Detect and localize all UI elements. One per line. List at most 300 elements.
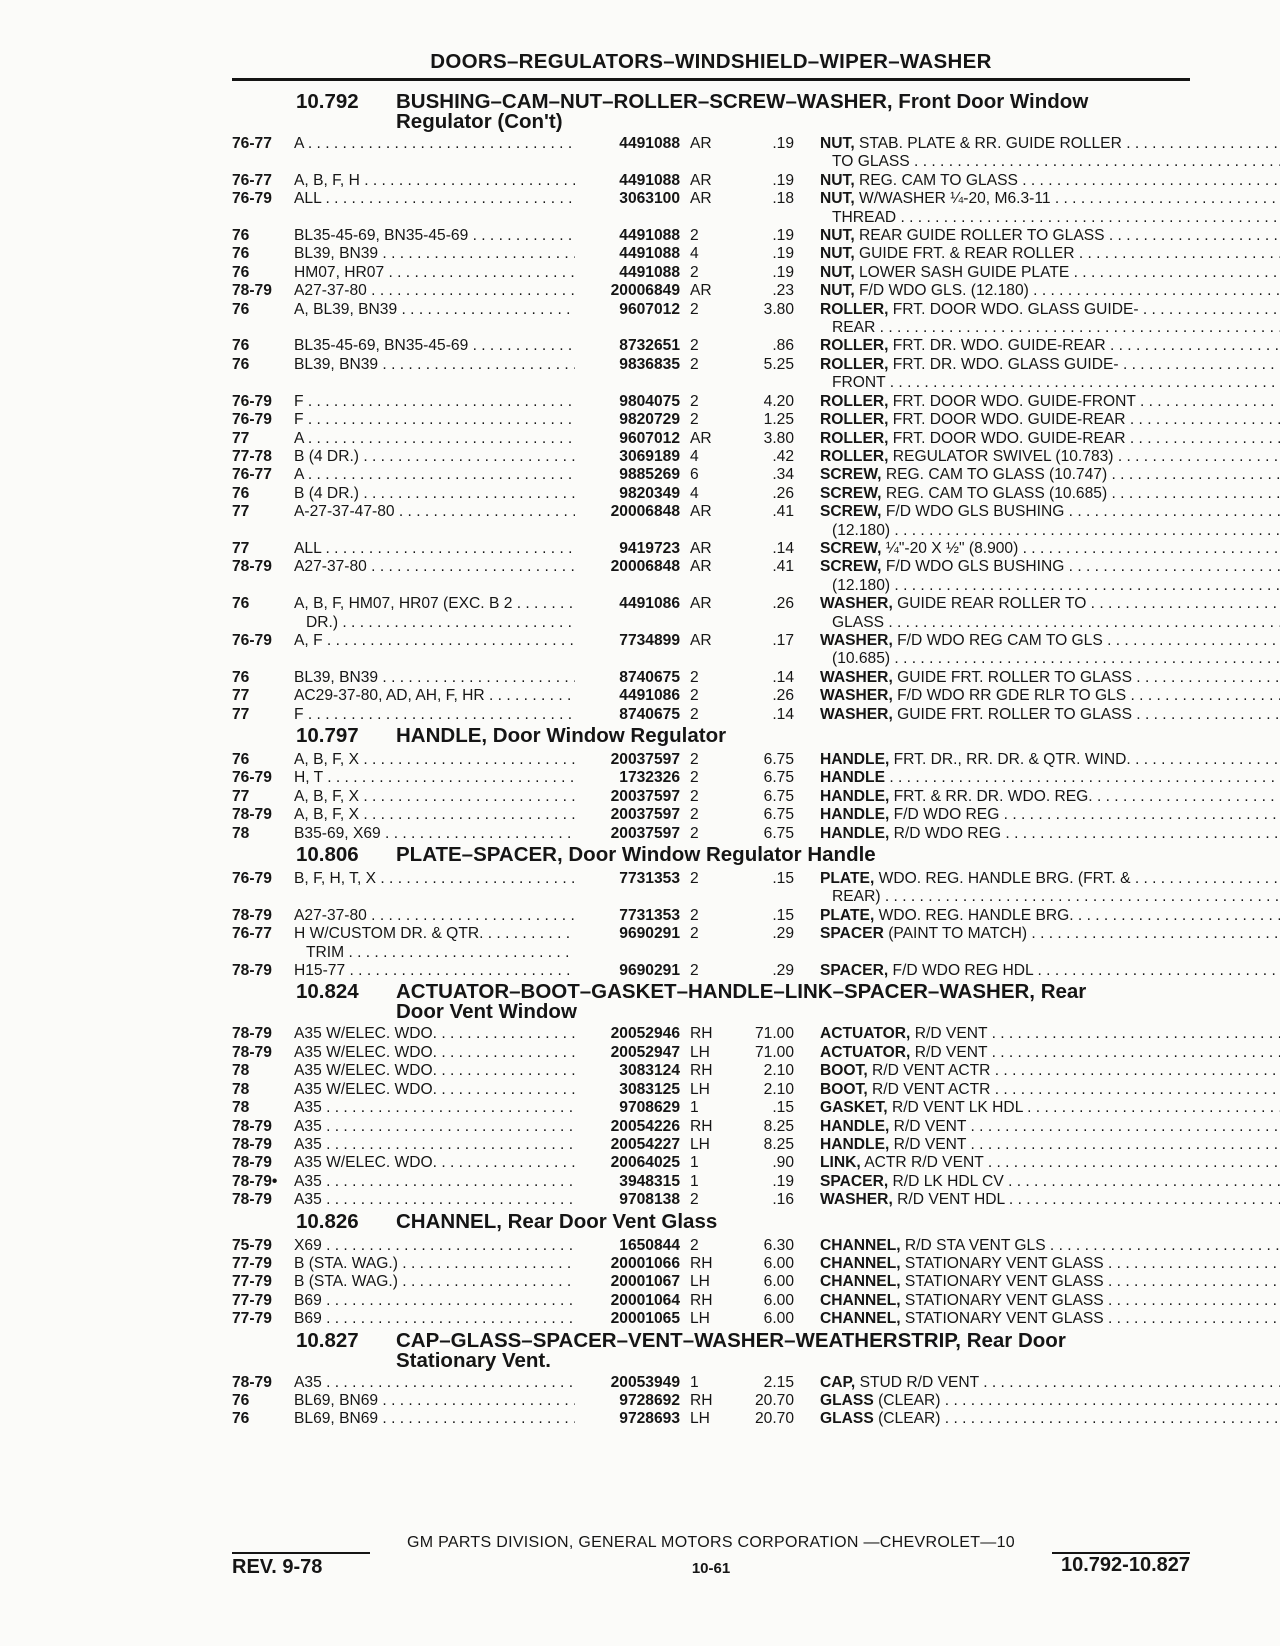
part-row <box>232 430 1190 448</box>
application-line: A, B, F, X . . . <box>294 788 575 806</box>
part-number: 20037597 <box>610 751 680 768</box>
part-row <box>232 1081 1190 1099</box>
quantity: 6 <box>690 466 699 484</box>
description-line <box>820 788 1280 806</box>
model-year: 77-79 <box>232 1273 272 1291</box>
description-line <box>820 751 1280 769</box>
description-line <box>820 687 1280 705</box>
price: .18 <box>772 190 794 208</box>
page-number: 10-61 <box>691 1560 731 1577</box>
part-row <box>232 1191 1190 1209</box>
section-title-line: Door Vent Window <box>396 1000 577 1024</box>
part-number: 4491086 <box>619 687 680 705</box>
part-number: 7734899 <box>619 631 680 649</box>
description-keyword: NUT, <box>820 245 855 263</box>
application <box>294 1292 575 1310</box>
description-keyword: BOOT, <box>820 1062 868 1080</box>
part-row <box>232 706 1190 724</box>
description-line <box>820 769 1280 787</box>
section-title-line: Stationary Vent. <box>396 1348 551 1372</box>
part-number: 20006848 <box>610 503 680 521</box>
description-text: REAR GUIDE ROLLER TO GLASS <box>859 227 1105 245</box>
description-line <box>820 1173 1280 1191</box>
application <box>294 1118 575 1136</box>
quantity: LH <box>690 1310 710 1328</box>
application-line: A27-37-80 . . . <box>294 907 575 925</box>
description-line <box>820 1044 1280 1062</box>
part-number: 20052946 <box>610 1025 680 1043</box>
part-number: 3083125 <box>619 1080 680 1098</box>
description-line <box>820 1374 1280 1392</box>
section-title-line: PLATE–SPACER, Door Window Regulator Handle <box>396 843 876 867</box>
application <box>294 264 575 282</box>
application-line: B (STA. WAG.) . . . <box>294 1255 575 1273</box>
description-text: GUIDE FRT. ROLLER TO GLASS <box>897 705 1132 723</box>
quantity: 2 <box>690 687 699 705</box>
price: 1.25 <box>763 411 794 429</box>
application-line: A35 W/ELEC. WDO. . . . <box>294 1081 575 1099</box>
application <box>294 1191 575 1209</box>
description <box>820 503 1280 540</box>
price: 71.00 <box>754 1043 794 1061</box>
price: 6.75 <box>763 787 794 805</box>
description-text: STAB. PLATE & RR. GUIDE ROLLER <box>859 135 1122 152</box>
quantity: RH <box>690 1291 713 1309</box>
application-line: F . . . <box>294 393 575 411</box>
part-number: 4491088 <box>619 263 680 281</box>
description-text: R/D VENT <box>914 1025 988 1043</box>
model-year: 76 <box>232 1410 250 1428</box>
part-row <box>232 595 1190 632</box>
description-keyword: HANDLE, <box>820 1135 890 1153</box>
part-number: 9708629 <box>619 1099 680 1117</box>
description-line <box>820 1410 1280 1428</box>
quantity: AR <box>690 631 712 649</box>
section-header <box>232 1330 1190 1370</box>
description-keyword: HANDLE <box>820 769 885 787</box>
description-keyword: WASHER, <box>820 668 893 686</box>
description-keyword: HANDLE, <box>820 751 890 768</box>
application <box>294 825 575 843</box>
model-year: 77 <box>232 429 250 447</box>
model-year: 77 <box>232 503 250 521</box>
part-number: 9728692 <box>619 1391 680 1409</box>
part-row <box>232 751 1190 769</box>
application <box>294 1025 575 1043</box>
section-title-line: Regulator (Con't) <box>396 110 563 133</box>
description-line <box>820 962 1280 980</box>
part-number: 9804075 <box>619 392 680 410</box>
part-number: 7731353 <box>619 870 680 888</box>
part-row <box>232 1292 1190 1310</box>
description-keyword: CHANNEL, <box>820 1273 901 1291</box>
part-number: 20054226 <box>610 1117 680 1135</box>
quantity: RH <box>690 1254 713 1272</box>
application <box>294 448 575 466</box>
part-row <box>232 1062 1190 1080</box>
description-line <box>820 1118 1280 1136</box>
description-keyword: NUT, <box>820 190 855 208</box>
section-header <box>232 1211 1190 1233</box>
application-line: B69 . . . <box>294 1310 575 1328</box>
price: 6.75 <box>763 751 794 768</box>
price: 5.25 <box>763 355 794 373</box>
application-line: A, B, F, X . . . <box>294 806 575 824</box>
application <box>294 687 575 705</box>
description-line <box>820 1099 1280 1117</box>
part-number: 4491086 <box>619 595 680 613</box>
description-line <box>820 1191 1280 1209</box>
part-number: 20064025 <box>610 1154 680 1172</box>
description <box>820 1118 1280 1136</box>
model-year: 76-79 <box>232 870 272 888</box>
description <box>820 172 1280 190</box>
model-year: 76-79 <box>232 631 272 649</box>
part-row <box>232 1025 1190 1043</box>
application <box>294 337 575 355</box>
section-title-line: ACTUATOR–BOOT–GASKET–HANDLE–LINK–SPACER–WASHER, Rear <box>396 980 1087 1004</box>
application-line: B (STA. WAG.) . . . <box>294 1273 575 1291</box>
description-keyword: WASHER, <box>820 687 893 705</box>
part-row <box>232 806 1190 824</box>
description-keyword: PLATE, <box>820 870 875 888</box>
application-line: F . . . <box>294 706 575 724</box>
price: 6.75 <box>763 769 794 787</box>
part-row <box>232 788 1190 806</box>
application <box>294 301 575 319</box>
description-text: (CLEAR) <box>878 1410 941 1428</box>
price: .19 <box>772 227 794 245</box>
model-year: 78-79 <box>232 282 272 300</box>
part-number: 20006848 <box>610 558 680 576</box>
description-keyword: ROLLER, <box>820 337 889 355</box>
quantity: LH <box>690 1273 710 1291</box>
application-line: A, F . . . <box>294 632 575 650</box>
quantity: 4 <box>690 484 699 502</box>
part-number: 20037597 <box>610 806 680 824</box>
description <box>820 190 1280 227</box>
quantity: AR <box>690 282 712 300</box>
description <box>820 1062 1280 1080</box>
application-line: HM07, HR07 . . . <box>294 264 575 282</box>
quantity: RH <box>690 1062 713 1080</box>
price: .26 <box>772 687 794 705</box>
footer-publisher: GM PARTS DIVISION, GENERAL MOTORS CORPORATION —CHEVROLET—10 <box>406 1534 1016 1551</box>
description-keyword: CAP, <box>820 1373 856 1391</box>
description-keyword: SPACER, <box>820 1172 889 1190</box>
description-keyword: NUT, <box>820 227 855 245</box>
section-title <box>396 1330 1190 1370</box>
application <box>294 540 575 558</box>
price: .19 <box>772 245 794 263</box>
description <box>820 1374 1280 1392</box>
description-line <box>820 632 1280 650</box>
price: .19 <box>772 263 794 281</box>
price: .26 <box>772 595 794 613</box>
description <box>820 1255 1280 1273</box>
description-text: F/D WDO GLS BUSHING <box>885 558 1065 576</box>
description-keyword: GLASS <box>820 1391 874 1409</box>
description-keyword: SCREW, <box>820 558 882 576</box>
description-text: STATIONARY VENT GLASS <box>904 1310 1104 1328</box>
application <box>294 485 575 503</box>
part-row <box>232 503 1190 540</box>
section-header <box>232 980 1190 1024</box>
model-year: 76 <box>232 595 250 613</box>
price: 71.00 <box>754 1025 794 1043</box>
part-row <box>232 190 1190 227</box>
page-footer <box>232 1532 1190 1580</box>
description <box>820 448 1280 466</box>
application-line: BL69, BN69 . . . <box>294 1410 575 1428</box>
price: .19 <box>772 171 794 189</box>
model-year: 77 <box>232 539 250 557</box>
model-year: 77-79 <box>232 1291 272 1309</box>
model-year: 78-79 <box>232 1117 272 1135</box>
description <box>820 282 1280 300</box>
application <box>294 925 575 962</box>
description-line <box>820 1273 1280 1291</box>
application-line: A35 W/ELEC. WDO. . . . <box>294 1062 575 1080</box>
application-line: A, B, F, H . . . <box>294 172 575 190</box>
application <box>294 466 575 484</box>
part-row <box>232 769 1190 787</box>
application <box>294 1410 575 1428</box>
description-line <box>820 907 1280 925</box>
description-keyword: HANDLE, <box>820 787 890 805</box>
part-number: 9607012 <box>619 300 680 318</box>
description-keyword: ROLLER, <box>820 392 889 410</box>
section-range: 10.792-10.827 <box>1060 1554 1190 1576</box>
quantity: 2 <box>690 411 699 429</box>
part-number: 9690291 <box>619 925 680 943</box>
model-year: 77-79 <box>232 1310 272 1328</box>
description-keyword: PLATE, <box>820 906 875 924</box>
description-keyword: NUT, <box>820 263 855 281</box>
description-text: R/D WDO REG <box>893 824 1002 842</box>
quantity: 2 <box>690 870 699 888</box>
application-line: BL39, BN39 . . . <box>294 669 575 687</box>
application-line: H W/CUSTOM DR. & QTR. . . . <box>294 925 575 943</box>
model-year: 78 <box>232 1062 250 1080</box>
quantity: 4 <box>690 447 699 465</box>
description <box>820 962 1280 980</box>
description-text: REG. CAM TO GLASS (10.747) <box>885 466 1108 484</box>
description-text: LOWER SASH GUIDE PLATE <box>859 263 1070 281</box>
section-title <box>396 1211 1190 1233</box>
price: .29 <box>772 962 794 980</box>
quantity: 2 <box>690 906 699 924</box>
model-year: 76 <box>232 300 250 318</box>
description-line <box>820 669 1280 687</box>
quantity: 2 <box>690 751 699 768</box>
part-number: 1650844 <box>619 1236 680 1254</box>
description-text: FRT. DR., RR. DR. & QTR. WIND. <box>893 751 1131 768</box>
description-text: STATIONARY VENT GLASS <box>904 1291 1104 1309</box>
price: 8.25 <box>763 1117 794 1135</box>
price: 6.75 <box>763 824 794 842</box>
section-title <box>396 91 1190 131</box>
model-year: 78-79 <box>232 558 272 576</box>
description-keyword: SCREW, <box>820 466 882 484</box>
quantity: 2 <box>690 769 699 787</box>
description-line <box>820 870 1280 888</box>
description-line <box>820 1292 1280 1310</box>
part-number: 20053949 <box>610 1373 680 1391</box>
description-line <box>820 503 1280 521</box>
description-line <box>820 1025 1280 1043</box>
part-number: 9708138 <box>619 1191 680 1209</box>
description-keyword: WASHER, <box>820 1191 893 1209</box>
price: 2.10 <box>763 1062 794 1080</box>
application-line: B35-69, X69 . . . <box>294 825 575 843</box>
price: 3.80 <box>763 300 794 318</box>
description-text: F/D WDO GLS. (12.180) <box>859 282 1029 300</box>
price: 20.70 <box>754 1410 794 1428</box>
section-header <box>232 725 1190 747</box>
description <box>820 466 1280 484</box>
description-keyword: HANDLE, <box>820 824 890 842</box>
description <box>820 227 1280 245</box>
description-text: R/D VENT LK HDL <box>891 1099 1023 1117</box>
description-line <box>820 558 1280 576</box>
application-line: B (4 DR.) . . . <box>294 448 575 466</box>
header-rule <box>232 78 1190 81</box>
price: 20.70 <box>754 1391 794 1409</box>
description-keyword: SPACER, <box>820 962 889 980</box>
application <box>294 669 575 687</box>
description-text: FRT. DOOR WDO. GLASS GUIDE- <box>892 300 1139 318</box>
model-year: 76 <box>232 484 250 502</box>
quantity: RH <box>690 1025 713 1043</box>
part-row <box>232 245 1190 263</box>
description-line <box>820 1154 1280 1172</box>
quantity: 2 <box>690 824 699 842</box>
description-text: F/D WDO REG <box>893 806 1000 824</box>
application-line: A35 . . . <box>294 1136 575 1154</box>
part-number: 9820729 <box>619 411 680 429</box>
application <box>294 1099 575 1117</box>
application-line: BL69, BN69 . . . <box>294 1392 575 1410</box>
part-row <box>232 1392 1190 1410</box>
description-line <box>820 393 1280 411</box>
model-year: 76-77 <box>232 466 272 484</box>
description-keyword: CHANNEL, <box>820 1310 901 1328</box>
section-title <box>396 980 1190 1024</box>
application <box>294 1136 575 1154</box>
part-number: 7731353 <box>619 906 680 924</box>
price: 6.75 <box>763 806 794 824</box>
description <box>820 687 1280 705</box>
description-line <box>820 282 1280 300</box>
description-line <box>820 825 1280 843</box>
part-number: 20037597 <box>610 824 680 842</box>
application-line: A . . . <box>294 135 575 153</box>
part-number: 20052947 <box>610 1043 680 1061</box>
part-row <box>232 282 1190 300</box>
part-row <box>232 540 1190 558</box>
description-keyword: CHANNEL, <box>820 1236 901 1254</box>
description-line <box>820 485 1280 503</box>
description-keyword: WASHER, <box>820 631 893 649</box>
application-line: A27-37-80 . . . <box>294 558 575 576</box>
price: .14 <box>772 668 794 686</box>
description-text: STUD R/D VENT <box>859 1373 979 1391</box>
description <box>820 1025 1280 1043</box>
section-title-line: BUSHING–CAM–NUT–ROLLER–SCREW–WASHER, Front Door Window <box>396 90 1089 113</box>
application <box>294 135 575 153</box>
description-line: THREAD . . . <box>820 209 1280 227</box>
description-text: F/D WDO REG CAM TO GLS <box>897 631 1103 649</box>
price: 2.15 <box>763 1373 794 1391</box>
model-year: 76 <box>232 751 250 768</box>
application <box>294 356 575 374</box>
part-row <box>232 632 1190 669</box>
quantity: 4 <box>690 245 699 263</box>
application <box>294 411 575 429</box>
application-line: TRIM . . . <box>294 944 575 962</box>
description-line <box>820 356 1280 374</box>
description <box>820 1081 1280 1099</box>
part-number: 4491088 <box>619 227 680 245</box>
application-line: A-27-37-47-80 . . . <box>294 503 575 521</box>
section-title <box>396 725 1190 747</box>
revision-label: REV. 9-78 <box>232 1556 323 1578</box>
model-year: 76-79 <box>232 190 272 208</box>
application-line: B (4 DR.) . . . <box>294 485 575 503</box>
description-line <box>820 264 1280 282</box>
model-year: 75-79 <box>232 1236 272 1254</box>
description-keyword: HANDLE, <box>820 1117 890 1135</box>
price: .15 <box>772 870 794 888</box>
quantity: 2 <box>690 1191 699 1209</box>
application <box>294 1081 575 1099</box>
part-row <box>232 227 1190 245</box>
quantity: 2 <box>690 300 699 318</box>
model-year: 77-79 <box>232 1254 272 1272</box>
description-keyword: ROLLER, <box>820 300 889 318</box>
description-line <box>820 448 1280 466</box>
part-row <box>232 925 1190 962</box>
description <box>820 430 1280 448</box>
model-year: 77 <box>232 705 250 723</box>
application <box>294 1273 575 1291</box>
price: .41 <box>772 558 794 576</box>
quantity: 1 <box>690 1373 699 1391</box>
description <box>820 540 1280 558</box>
application <box>294 870 575 888</box>
application-line: BL35-45-69, BN35-45-69 . . . <box>294 227 575 245</box>
price: 4.20 <box>763 392 794 410</box>
section-number: 10.824 <box>296 980 359 1004</box>
description-keyword: BOOT, <box>820 1080 868 1098</box>
price: .26 <box>772 484 794 502</box>
part-row <box>232 687 1190 705</box>
description-text: R/D VENT <box>893 1117 967 1135</box>
application-line: B, F, H, T, X . . . <box>294 870 575 888</box>
description-line <box>820 925 1280 943</box>
description-keyword: ROLLER, <box>820 355 889 373</box>
section-number: 10.792 <box>296 90 359 113</box>
model-year: 77 <box>232 787 250 805</box>
quantity: AR <box>690 503 712 521</box>
description-line <box>820 135 1280 153</box>
part-number: 3083124 <box>619 1062 680 1080</box>
description-line <box>820 337 1280 355</box>
price: 8.25 <box>763 1135 794 1153</box>
price: 6.00 <box>763 1310 794 1328</box>
application-line: DR.) . . . <box>294 614 575 632</box>
